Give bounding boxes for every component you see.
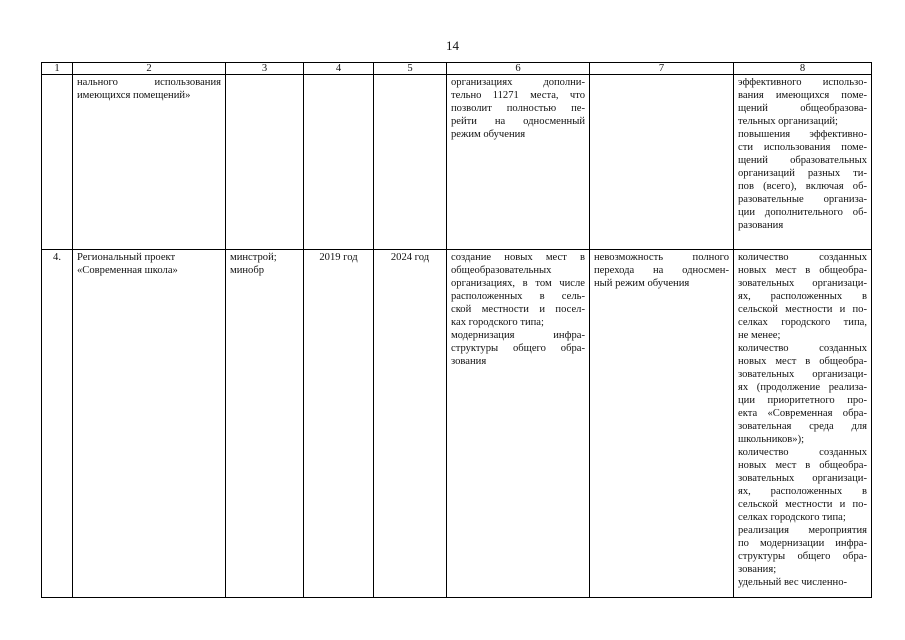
text-line: разования [738, 220, 784, 231]
text-line: зования [451, 356, 487, 367]
text-line: количество созданных [738, 447, 867, 458]
consequence-cell [590, 250, 734, 598]
result-cell [447, 75, 590, 250]
executor-cell [226, 250, 304, 598]
text-line: новых мест в общеобра- [738, 460, 867, 471]
text-line: новых мест в общеобра- [738, 265, 867, 276]
column-number: 5 [374, 63, 447, 75]
text-line: рейти на односменный [451, 116, 585, 127]
text-line: зовательных организаци- [738, 278, 867, 289]
text-line: щений общеобразова- [738, 103, 867, 114]
text-line: организациях дополни- [451, 77, 585, 88]
text-line: зовательных организаци- [738, 369, 867, 380]
indicators-cell [734, 250, 872, 598]
text-line: зовательных организаци- [738, 473, 867, 484]
text-line: селках городского типа, [738, 317, 867, 328]
indicators-cell [734, 75, 872, 250]
program-table [41, 62, 872, 598]
text-line: по модернизации инфра- [738, 538, 867, 549]
column-number: 2 [73, 63, 226, 75]
text-line: имеющихся помещений» [77, 90, 191, 101]
result-cell [447, 250, 590, 598]
text-line: количество созданных [738, 343, 867, 354]
column-number: 8 [734, 63, 872, 75]
name-cell [73, 75, 226, 250]
text-line: екта «Современная обра- [738, 408, 867, 419]
text-line: зовательная среда для [738, 421, 867, 432]
text-line: ях, расположенных в [738, 291, 867, 302]
text-line: расположенных в сель- [451, 291, 585, 302]
start-cell: 2019 год [304, 250, 374, 598]
text-line: ях, расположенных в [738, 486, 867, 497]
end-cell [374, 75, 447, 250]
text-line: тельных организаций; [738, 116, 838, 127]
text-line: разовательные организа- [738, 194, 867, 205]
text-line: структуры общего обра- [451, 343, 585, 354]
text-line: количество созданных [738, 252, 867, 263]
page-number: 14 [446, 38, 459, 53]
executor-cell [226, 75, 304, 250]
text-line: ской местности и посел- [451, 304, 585, 315]
column-number: 7 [590, 63, 734, 75]
name-cell [73, 250, 226, 598]
text-line: «Современная школа» [77, 265, 178, 276]
row-number-cell: 4. [42, 250, 73, 598]
text-line: организациях, в том числе [451, 278, 585, 289]
text-line: невозможность полного [594, 252, 729, 263]
text-line: ции приоритетного про- [738, 395, 867, 406]
row-number-cell [42, 75, 73, 250]
text-line: зования; [738, 564, 777, 575]
table-row [42, 75, 872, 250]
text-line: ках городского типа; [451, 317, 544, 328]
text-line: организаций разных ти- [738, 168, 867, 179]
text-line: сельской местности и по- [738, 304, 867, 315]
table-row [42, 250, 872, 598]
text-line: структуры общего обра- [738, 551, 867, 562]
text-line: перехода на односмен- [594, 265, 729, 276]
text-line: эффективного использо- [738, 77, 867, 88]
text-line: позволит полностью пе- [451, 103, 585, 114]
text-line: ции дополнительного об- [738, 207, 867, 218]
text-line: режим обучения [451, 129, 526, 140]
text-line: Региональный проект [77, 252, 176, 263]
column-number: 3 [226, 63, 304, 75]
text-line: создание новых мест в [451, 252, 585, 263]
text-line: вания имеющихся поме- [738, 90, 867, 101]
text-line: повышения эффективно- [738, 129, 867, 140]
text-line: минстрой; [230, 252, 277, 263]
text-line: сти использования поме- [738, 142, 867, 153]
end-cell: 2024 год [374, 250, 447, 598]
text-line: минобр [230, 265, 265, 276]
text-line: не менее; [738, 330, 781, 341]
text-line: тельно 11271 места, что [451, 90, 585, 101]
text-line: сельской местности и по- [738, 499, 867, 510]
text-line: школьников»); [738, 434, 805, 445]
column-number: 4 [304, 63, 374, 75]
text-line: новых мест в общеобра- [738, 356, 867, 367]
text-line: общеобразовательных [451, 265, 552, 276]
start-cell [304, 75, 374, 250]
text-line: пов (всего), включая об- [738, 181, 867, 192]
text-line: удельный вес численно- [738, 577, 848, 588]
column-number: 1 [42, 63, 73, 75]
column-number: 6 [447, 63, 590, 75]
text-line: модернизация инфра- [451, 330, 585, 341]
text-line: селках городского типа; [738, 512, 846, 523]
consequence-cell [590, 75, 734, 250]
text-line: ях (продолжение реализа- [738, 382, 867, 393]
text-line: реализация мероприятия [738, 525, 867, 536]
column-numbers-row [42, 63, 872, 75]
text-line: щений образовательных [738, 155, 867, 166]
text-line: нального использования [77, 77, 221, 88]
text-line: ный режим обучения [594, 278, 690, 289]
